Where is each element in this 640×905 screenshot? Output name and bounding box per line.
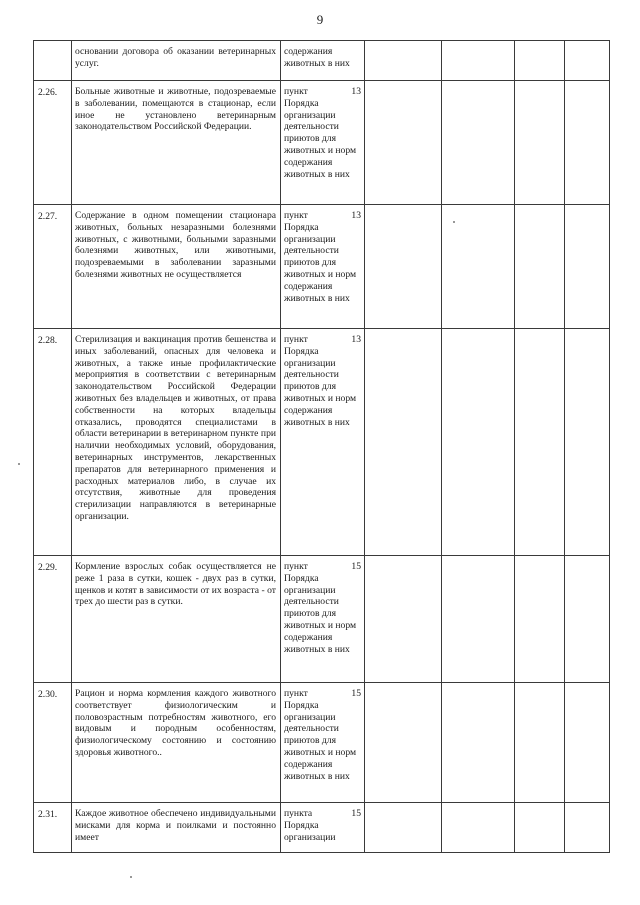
empty-cell <box>515 41 565 81</box>
reference-number: 13 <box>351 334 361 345</box>
reference-label: пункт <box>284 334 308 345</box>
legal-reference <box>281 683 365 803</box>
reference-label: пункт <box>284 561 308 572</box>
row-number: 2.27. <box>34 205 72 329</box>
legal-reference <box>281 329 365 556</box>
empty-cell <box>442 556 515 683</box>
reference-label: пункта <box>284 808 313 819</box>
empty-cell <box>565 205 610 329</box>
scan-speck <box>18 463 20 465</box>
empty-cell <box>565 41 610 81</box>
table-row <box>34 41 610 81</box>
table-row <box>34 81 610 205</box>
legal-reference <box>281 81 365 205</box>
reference-number: 13 <box>351 210 361 221</box>
scan-speck <box>130 876 132 878</box>
row-number: 2.30. <box>34 683 72 803</box>
legal-reference <box>281 205 365 329</box>
reference-text: Порядка организации деятельности приютов для животных и норм содержания животных в них <box>284 97 357 180</box>
reference-number: 15 <box>351 688 361 699</box>
row-number: 2.31. <box>34 803 72 853</box>
reference-label: пункт <box>284 688 308 699</box>
empty-cell <box>442 81 515 205</box>
reference-label: пункт <box>284 210 308 221</box>
table-row <box>34 803 610 853</box>
empty-cell <box>365 803 442 853</box>
reference-label: пункт <box>284 86 308 97</box>
legal-reference <box>281 803 365 853</box>
scan-speck <box>453 221 455 223</box>
empty-cell <box>442 41 515 81</box>
empty-cell <box>365 329 442 556</box>
empty-cell <box>442 803 515 853</box>
row-number: 2.28. <box>34 329 72 556</box>
requirement-text: Кормление взрослых собак осуществляется не реже 1 раза в сутки, кошек - двух раз в сутки, щенков и котят в зависимости от их возраста - от трех до шести раз в сутки. <box>72 556 281 683</box>
empty-cell <box>515 556 565 683</box>
table-row <box>34 683 610 803</box>
empty-cell <box>515 205 565 329</box>
empty-cell <box>442 205 515 329</box>
requirement-text: Стерилизация и вакцинация против бешенства и иных заболеваний, опасных для человека и животных, а также иные профилактические мероприятия в соответствии с ветеринарным законодательством Российской Федерации животных без владельцев и животных, от права собственности на которых владельцы отказались, проводятся специалистами в области ветеринарии в ветеринарном пункте при наличии необходимых условий, оборудования, ветеринарных инструментов, лекарственных препаратов для ветеринарного применения и расходных материалов либо, в случае их отсутствия, животные для проведения стерилизации направляются в ветеринарные организации. <box>72 329 281 556</box>
requirement-text: Рацион и норма кормления каждого животного соответствует физиологическим и половозрастным потребностям животного, его видовым и породным особенностям, физиологическому состоянию и состоянию здоровья животного.. <box>72 683 281 803</box>
empty-cell <box>365 683 442 803</box>
requirement-text: Каждое животное обеспечено индивидуальными мисками для корма и поилками и постоянно имеет <box>72 803 281 853</box>
requirement-text: основании договора об оказании ветеринарных услуг. <box>72 41 281 81</box>
empty-cell <box>365 41 442 81</box>
legal-reference <box>281 556 365 683</box>
empty-cell <box>515 683 565 803</box>
reference-text: Порядка организации <box>284 819 336 843</box>
empty-cell <box>365 81 442 205</box>
empty-cell <box>565 803 610 853</box>
row-number: 2.29. <box>34 556 72 683</box>
page-number: 9 <box>316 12 324 27</box>
empty-cell <box>442 329 515 556</box>
empty-cell <box>565 683 610 803</box>
empty-cell <box>515 803 565 853</box>
empty-cell <box>565 81 610 205</box>
requirements-table <box>33 40 610 853</box>
empty-cell <box>515 81 565 205</box>
row-number <box>34 41 72 81</box>
legal-reference <box>281 41 365 81</box>
table-row <box>34 556 610 683</box>
reference-text: содержания животных в них <box>284 46 350 69</box>
reference-number: 13 <box>351 86 361 97</box>
reference-text: Порядка организации деятельности приютов для животных и норм содержания животных в них <box>284 221 357 304</box>
requirement-text: Содержание в одном помещении стационара животных, больных незаразными болезнями животных, с животными, больными заразными болезнями животных, или животными, подозреваемыми в заболевании заразными болезнями животных не осуществляется <box>72 205 281 329</box>
table-row <box>34 329 610 556</box>
empty-cell <box>365 205 442 329</box>
row-number: 2.26. <box>34 81 72 205</box>
empty-cell <box>515 329 565 556</box>
table-row <box>34 205 610 329</box>
empty-cell <box>442 683 515 803</box>
reference-text: Порядка организации деятельности приютов для животных и норм содержания животных в них <box>284 572 357 655</box>
empty-cell <box>365 556 442 683</box>
empty-cell <box>565 329 610 556</box>
requirement-text: Больные животные и животные, подозреваемые в заболевании, помещаются в стационар, если иное не установлено ветеринарным законодательством Российской Федерации. <box>72 81 281 205</box>
reference-text: Порядка организации деятельности приютов для животных и норм содержания животных в них <box>284 699 357 782</box>
reference-text: Порядка организации деятельности приютов для животных и норм содержания животных в них <box>284 345 357 428</box>
empty-cell <box>565 556 610 683</box>
reference-number: 15 <box>351 561 361 572</box>
reference-number: 15 <box>351 808 361 819</box>
